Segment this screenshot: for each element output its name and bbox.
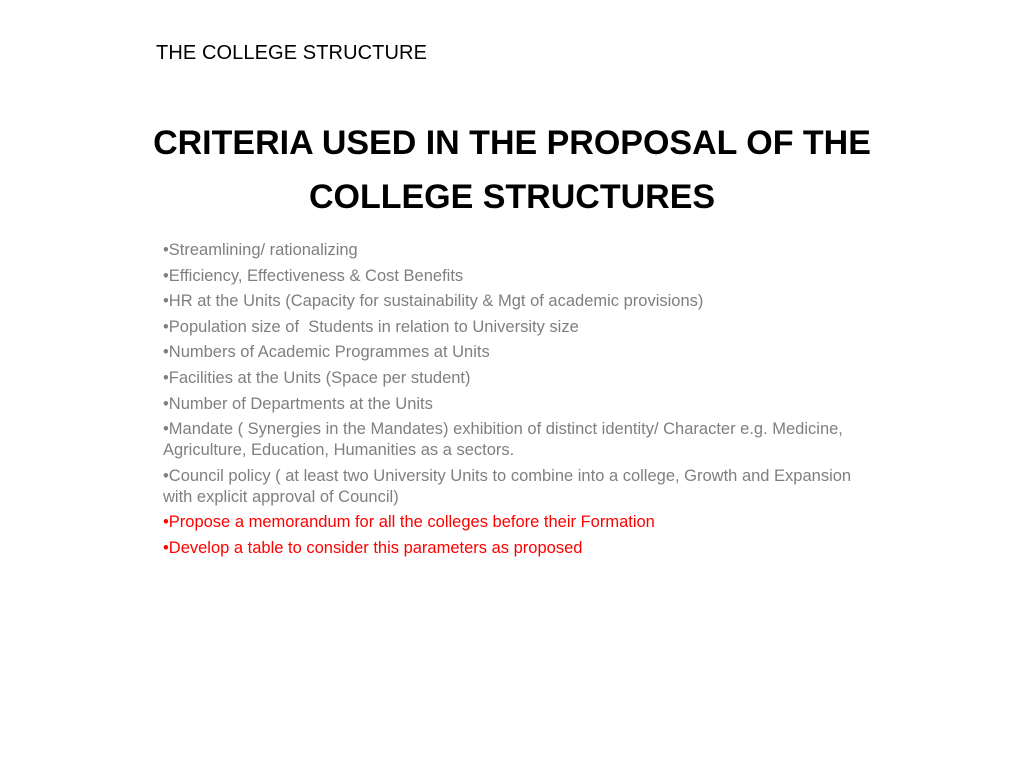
bullet-item-highlighted: [163, 512, 863, 533]
bullet-text: Facilities at the Units (Space per student): [168, 368, 471, 387]
bullet-marker: •: [163, 394, 169, 413]
bullet-text: Efficiency, Effectiveness & Cost Benefits: [168, 266, 464, 285]
bullet-text: Mandate ( Synergies in the Mandates) exhibition of distinct identity/ Character e.g. Medicine, Agriculture, Education, Humanities as a sectors.: [163, 420, 843, 460]
bullet-item: [163, 466, 863, 508]
bullet-marker: •: [163, 420, 169, 439]
bullet-item: [163, 394, 863, 415]
slide-title-line-2: COLLEGE STRUCTURES: [308, 178, 716, 216]
bullet-marker: •: [163, 292, 169, 311]
bullet-item: [163, 317, 863, 338]
bullet-item: [163, 342, 863, 363]
bullet-text: Number of Departments at the Units: [168, 394, 433, 413]
bullet-marker: •: [163, 368, 169, 387]
bullet-text: Population size of Students in relation to University size: [168, 317, 579, 336]
bullet-text: Develop a table to consider this parameters as proposed: [168, 538, 583, 557]
bullet-marker: •: [163, 466, 169, 485]
bullet-marker: •: [163, 241, 169, 259]
bullet-text: Numbers of Academic Programmes at Units: [168, 343, 490, 362]
bullet-item: [163, 368, 863, 389]
bullet-marker: •: [163, 513, 169, 532]
bullet-item: [163, 419, 863, 461]
bullet-marker: •: [163, 343, 169, 362]
slide-title: [90, 116, 934, 224]
bullet-text: Propose a memorandum for all the colleges before their Formation: [168, 513, 655, 532]
bullet-item: [163, 240, 863, 261]
bullet-marker: •: [163, 538, 169, 557]
bullet-text: Streamlining/ rationalizing: [168, 241, 358, 259]
bullet-text: Council policy ( at least two University Units to combine into a college, Growth and Expansion with explicit approval of Council): [163, 466, 852, 506]
bullet-item: [163, 291, 863, 312]
bullet-marker: •: [163, 317, 169, 336]
bullet-marker: •: [163, 266, 169, 285]
bullet-item: [163, 266, 863, 287]
slide-title-line-1: CRITERIA USED IN THE PROPOSAL OF THE: [153, 124, 871, 162]
slide-kicker: THE COLLEGE STRUCTURE: [156, 42, 428, 64]
bullet-item-highlighted: [163, 538, 863, 559]
criteria-bullet-list: [163, 240, 863, 564]
bullet-text: HR at the Units (Capacity for sustainability & Mgt of academic provisions): [168, 292, 704, 311]
